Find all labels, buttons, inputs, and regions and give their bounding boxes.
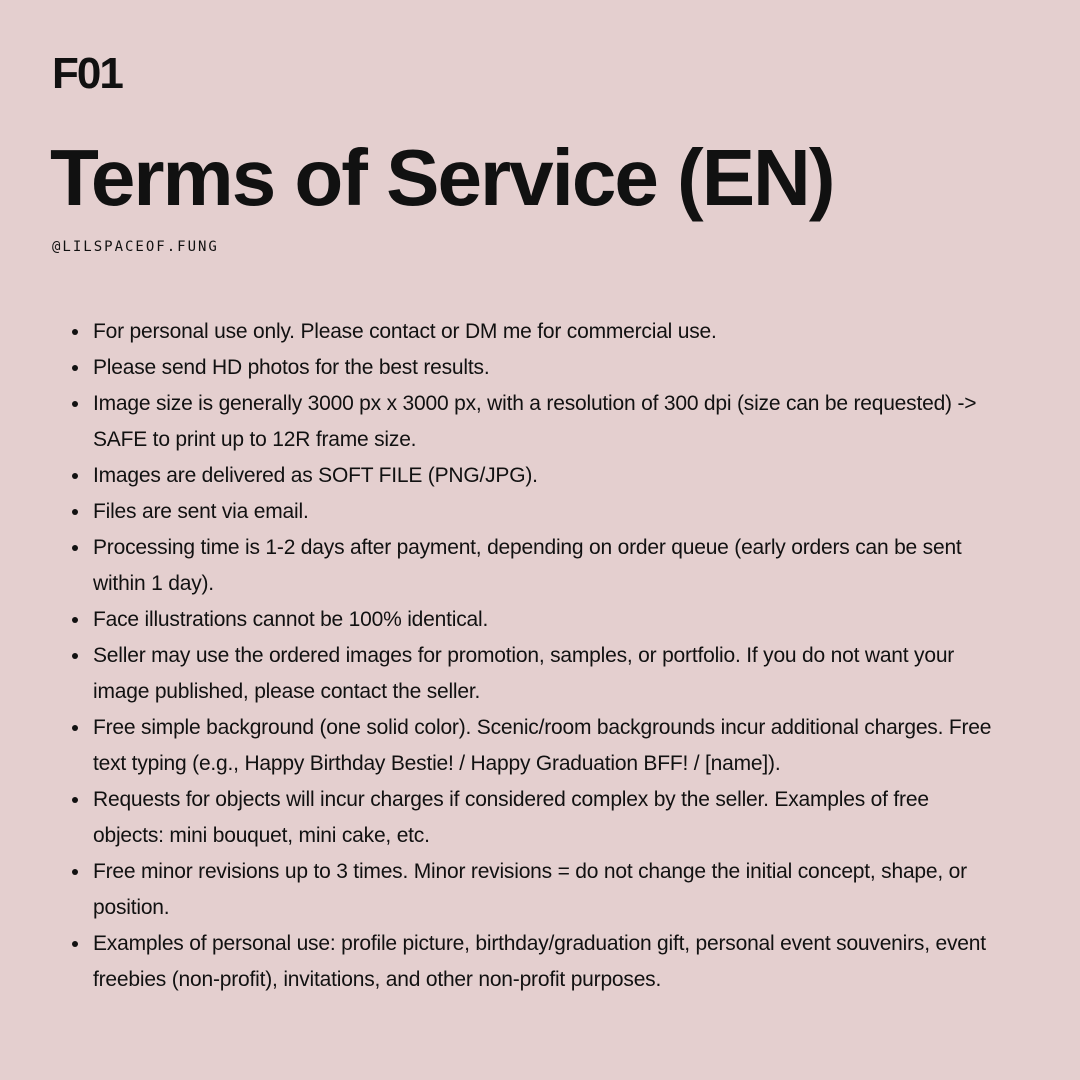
bullet-icon [72, 869, 78, 875]
term-item-face-illustrations [93, 602, 993, 638]
term-item-personal-use-examples [93, 926, 993, 998]
term-item-personal-use [93, 314, 993, 350]
term-text: Images are delivered as SOFT FILE (PNG/JPG). [93, 464, 538, 487]
term-text: Free simple background (one solid color). Scenic/room backgrounds incur additional charges. Free text typing (e.g., Happy Birthday Bestie! / Happy Graduation BFF! / [name]). [93, 716, 992, 775]
term-text: Seller may use the ordered images for promotion, samples, or portfolio. If you do not want your image published, please contact the seller. [93, 644, 955, 703]
term-item-hd-photos [93, 350, 993, 386]
term-text: Processing time is 1-2 days after payment, depending on order queue (early orders can be sent within 1 day). [93, 536, 962, 595]
bullet-icon [72, 509, 78, 515]
term-item-image-size [93, 386, 993, 458]
bullet-icon [72, 941, 78, 947]
term-text: Files are sent via email. [93, 500, 309, 523]
social-handle: @LILSPACEOF.FUNG [52, 239, 219, 255]
term-item-revisions [93, 854, 993, 926]
term-text: Face illustrations cannot be 100% identical. [93, 608, 489, 631]
term-text: Examples of personal use: profile picture, birthday/graduation gift, personal event souvenirs, event freebies (non-profit), invitations, and other non-profit purposes. [93, 932, 986, 991]
term-item-object-requests [93, 782, 993, 854]
term-item-background-text [93, 710, 993, 782]
page-title: Terms of Service (EN) [50, 133, 834, 222]
bullet-icon [72, 473, 78, 479]
bullet-icon [72, 329, 78, 335]
term-text: Please send HD photos for the best results. [93, 356, 490, 379]
term-item-email-delivery [93, 494, 993, 530]
bullet-icon [72, 365, 78, 371]
bullet-icon [72, 617, 78, 623]
term-item-file-format [93, 458, 993, 494]
service-code: F01 [52, 49, 122, 98]
term-text: Requests for objects will incur charges if considered complex by the seller. Examples of free objects: mini bouquet, mini cake, etc. [93, 788, 929, 847]
term-item-promotion-use [93, 638, 993, 710]
bullet-icon [72, 545, 78, 551]
term-text: Image size is generally 3000 px x 3000 px, with a resolution of 300 dpi (size can be requested) -> SAFE to print up to 12R frame size. [93, 392, 977, 451]
bullet-icon [72, 725, 78, 731]
bullet-icon [72, 401, 78, 407]
term-item-processing-time [93, 530, 993, 602]
terms-list [93, 314, 993, 998]
bullet-icon [72, 797, 78, 803]
bullet-icon [72, 653, 78, 659]
term-text: For personal use only. Please contact or DM me for commercial use. [93, 320, 717, 343]
term-text: Free minor revisions up to 3 times. Minor revisions = do not change the initial concept, shape, or position. [93, 860, 967, 919]
